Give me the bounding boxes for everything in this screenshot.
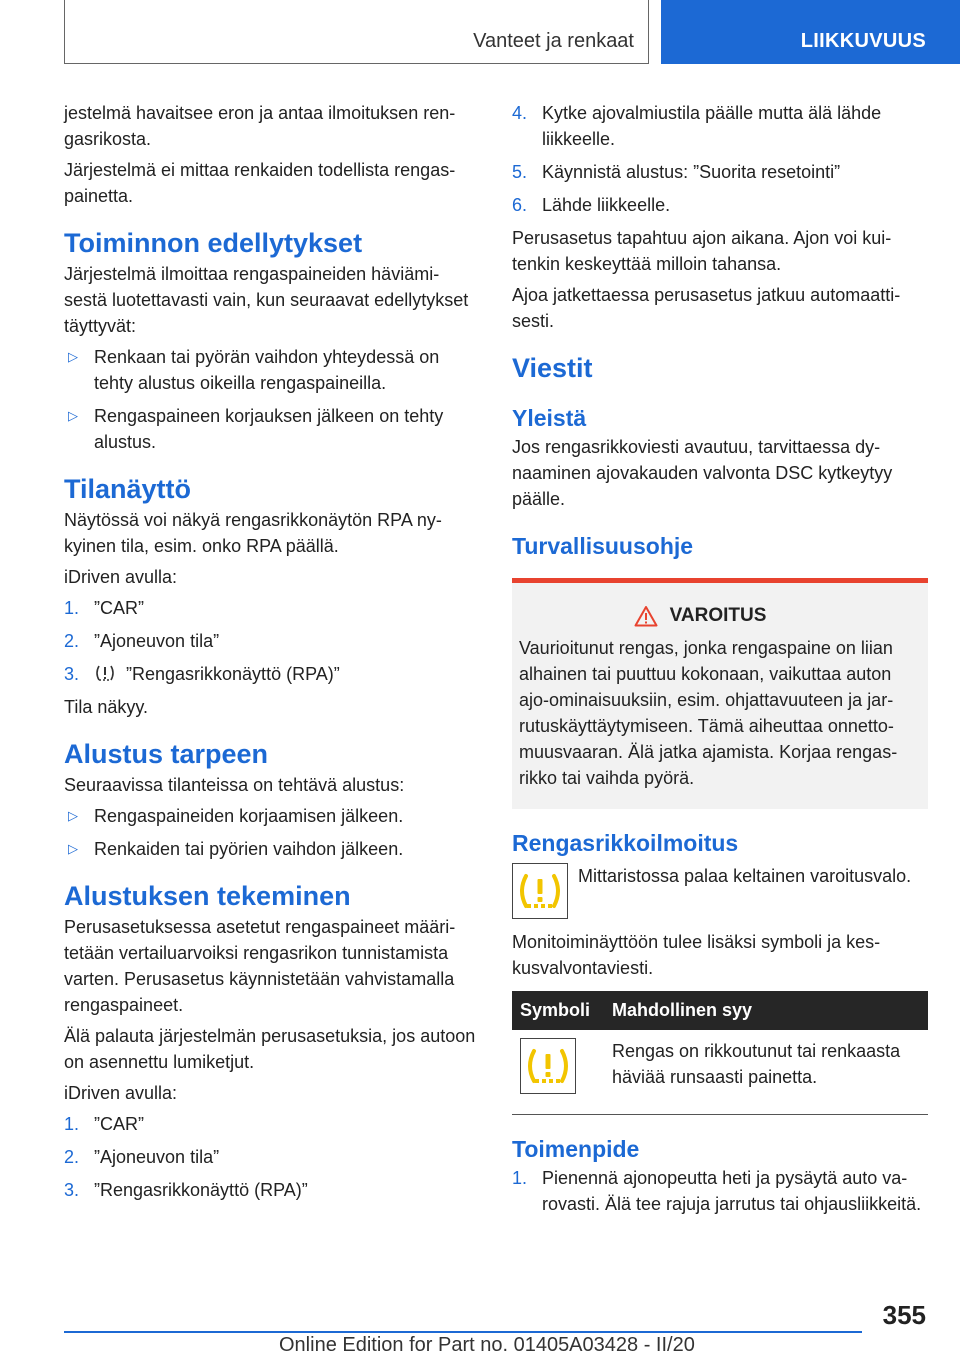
paragraph: Järjestelmä ei mittaa renkaiden todellista rengaspainetta. (64, 160, 456, 206)
table-cell-symbol (512, 1030, 604, 1115)
table-cell-cause: Rengas on rikkoutunut tai renkaasta häviää runsaasti painetta. (604, 1030, 928, 1115)
init-steps-continued (512, 100, 928, 218)
footer-divider (64, 1331, 862, 1333)
heading-flat-tire-notice: Rengasrikkoilmoitus (512, 830, 739, 856)
action-steps (512, 1165, 928, 1217)
warning-lamp-row (512, 863, 928, 919)
heading-safety-notice: Turvallisuusohje (512, 533, 694, 559)
list-item: 5. Käynnistä alustus: ”Suorita resetointi” (512, 162, 841, 182)
heading-initialization-needed: Alustus tarpeen (64, 739, 269, 769)
list-item: 4. Kytke ajovalmiustila päälle mutta älä lähde liikkeelle. (512, 103, 882, 149)
warning-lamp (512, 863, 568, 919)
heading-status-display: Tilanäyttö (64, 474, 192, 504)
table-header-cause: Mahdollinen syy (604, 991, 928, 1030)
paragraph: iDriven avulla: (64, 1083, 178, 1103)
status-steps (64, 595, 476, 687)
list-item: ▷ Rengaspaineiden korjaamisen jälkeen. (64, 803, 476, 829)
right-column (512, 100, 928, 1224)
need-list (64, 803, 476, 862)
warning-box (512, 578, 928, 809)
paragraph: Seuraavissa tilanteissa on tehtävä alustus: (64, 775, 405, 795)
paragraph: Järjestelmä ilmoittaa rengaspaineiden häviämisestä luotettavasti vain, kun seuraavat edellytykset täyttyvät: (64, 264, 469, 336)
list-item: ▷ Renkaiden tai pyörien vaihdon jälkeen. (64, 836, 476, 862)
symbol-box (520, 1038, 576, 1094)
header-chapter-title: LIIKKUVUUS (800, 30, 926, 52)
paragraph: jestelmä havaitsee eron ja antaa ilmoituksen rengasrikosta. (64, 103, 456, 149)
paragraph: iDriven avulla: (64, 567, 178, 587)
heading-performing-initialization: Alustuksen tekeminen (64, 881, 351, 911)
list-item: ▷ Renkaan tai pyörän vaihdon yhteydessä on tehty alustus oikeilla rengaspaineilla. (64, 344, 476, 396)
tire-pressure-warning-icon (517, 871, 563, 911)
list-item: 3. ”Rengasrikkonäyttö (RPA)” (64, 1180, 308, 1200)
triangle-bullet-icon: ▷ (68, 349, 78, 364)
warning-header (519, 605, 921, 627)
warning-text: Vaurioitunut rengas, jonka rengaspaine on liian alhainen tai puuttuu kokonaan, vaikuttaa auton ajo-ominaisuuksiin, esim. ohjattavuuteen ja jarrutuskäyttäytymiseen. Tämä aiheuttaa onnettomuusvaaran. Älä jatka ajamista. Korjaa rengasrikko tai vaihda pyörä. (519, 638, 898, 788)
tire-pressure-warning-icon (94, 663, 116, 683)
list-item: ▷ Rengaspaineen korjauksen jälkeen on tehty alustus. (64, 403, 476, 455)
tire-pressure-warning-icon (525, 1046, 571, 1086)
left-column (64, 100, 476, 1210)
table-header-row (512, 991, 928, 1030)
list-item: 2. ”Ajoneuvon tila” (64, 631, 220, 651)
paragraph: Perusasetuksessa asetetut rengaspaineet määritetään vertailuarvoiksi rengasrikon tunnistamista varten. Perusasetus käynnistetään vahvistamalla rengaspaineet. (64, 917, 456, 1015)
list-item: 6. Lähde liikkeelle. (512, 195, 671, 215)
paragraph: Tila näkyy. (64, 697, 149, 717)
triangle-bullet-icon: ▷ (68, 841, 78, 856)
list-item: 1. ”CAR” (64, 1114, 144, 1134)
triangle-bullet-icon: ▷ (68, 408, 78, 423)
lamp-description: Mittaristossa palaa keltainen varoitusvalo. (578, 866, 912, 886)
paragraph: Näytössä voi näkyä rengasrikkonäytön RPA nykyinen tila, esim. onko RPA päällä. (64, 510, 442, 556)
paragraph: Jos rengasrikkoviesti avautuu, tarvittaessa dynaaminen ajovakauden valvonta DSC kytkeytyy päälle. (512, 437, 893, 509)
list-item: 3. ”Rengasrikkonäyttö (RPA)” (64, 664, 340, 684)
init-steps (64, 1111, 476, 1203)
page-number: 355 (882, 1300, 926, 1330)
heading-general: Yleistä (512, 405, 587, 431)
paragraph: Älä palauta järjestelmän perusasetuksia, jos autoon on asennettu lumiketjut. (64, 1026, 476, 1072)
list-item: 2. ”Ajoneuvon tila” (64, 1147, 220, 1167)
header-section-title: Vanteet ja renkaat (473, 30, 634, 52)
list-item: 1. Pienennä ajonopeutta heti ja pysäytä auto varovasti. Älä tee rajuja jarrutus tai ohjausliikkeitä. (512, 1168, 922, 1214)
paragraph: Ajoa jatkettaessa perusasetus jatkuu automaattisesti. (512, 285, 901, 331)
paragraph: Perusasetus tapahtuu ajon aikana. Ajon voi kuitenkin keskeyttää milloin tahansa. (512, 228, 892, 274)
heading-action: Toimenpide (512, 1136, 640, 1162)
heading-prerequisites: Toiminnon edellytykset (64, 228, 363, 258)
warning-triangle-icon (634, 605, 658, 627)
footer-edition: Online Edition for Part no. 01405A03428 - II/20 (279, 1334, 695, 1356)
header-chapter-tab (661, 0, 960, 64)
paragraph: Monitoiminäyttöön tulee lisäksi symboli ja keskusvalvontaviesti. (512, 932, 881, 978)
symbol-table (512, 991, 928, 1115)
triangle-bullet-icon: ▷ (68, 808, 78, 823)
list-item: 1. ”CAR” (64, 598, 144, 618)
table-header-symbol: Symboli (512, 991, 604, 1030)
table-row (512, 1030, 928, 1115)
header-section-box (64, 0, 649, 64)
heading-messages: Viestit (512, 353, 593, 383)
warning-title: VAROITUS (669, 605, 767, 626)
prerequisites-list (64, 344, 476, 455)
